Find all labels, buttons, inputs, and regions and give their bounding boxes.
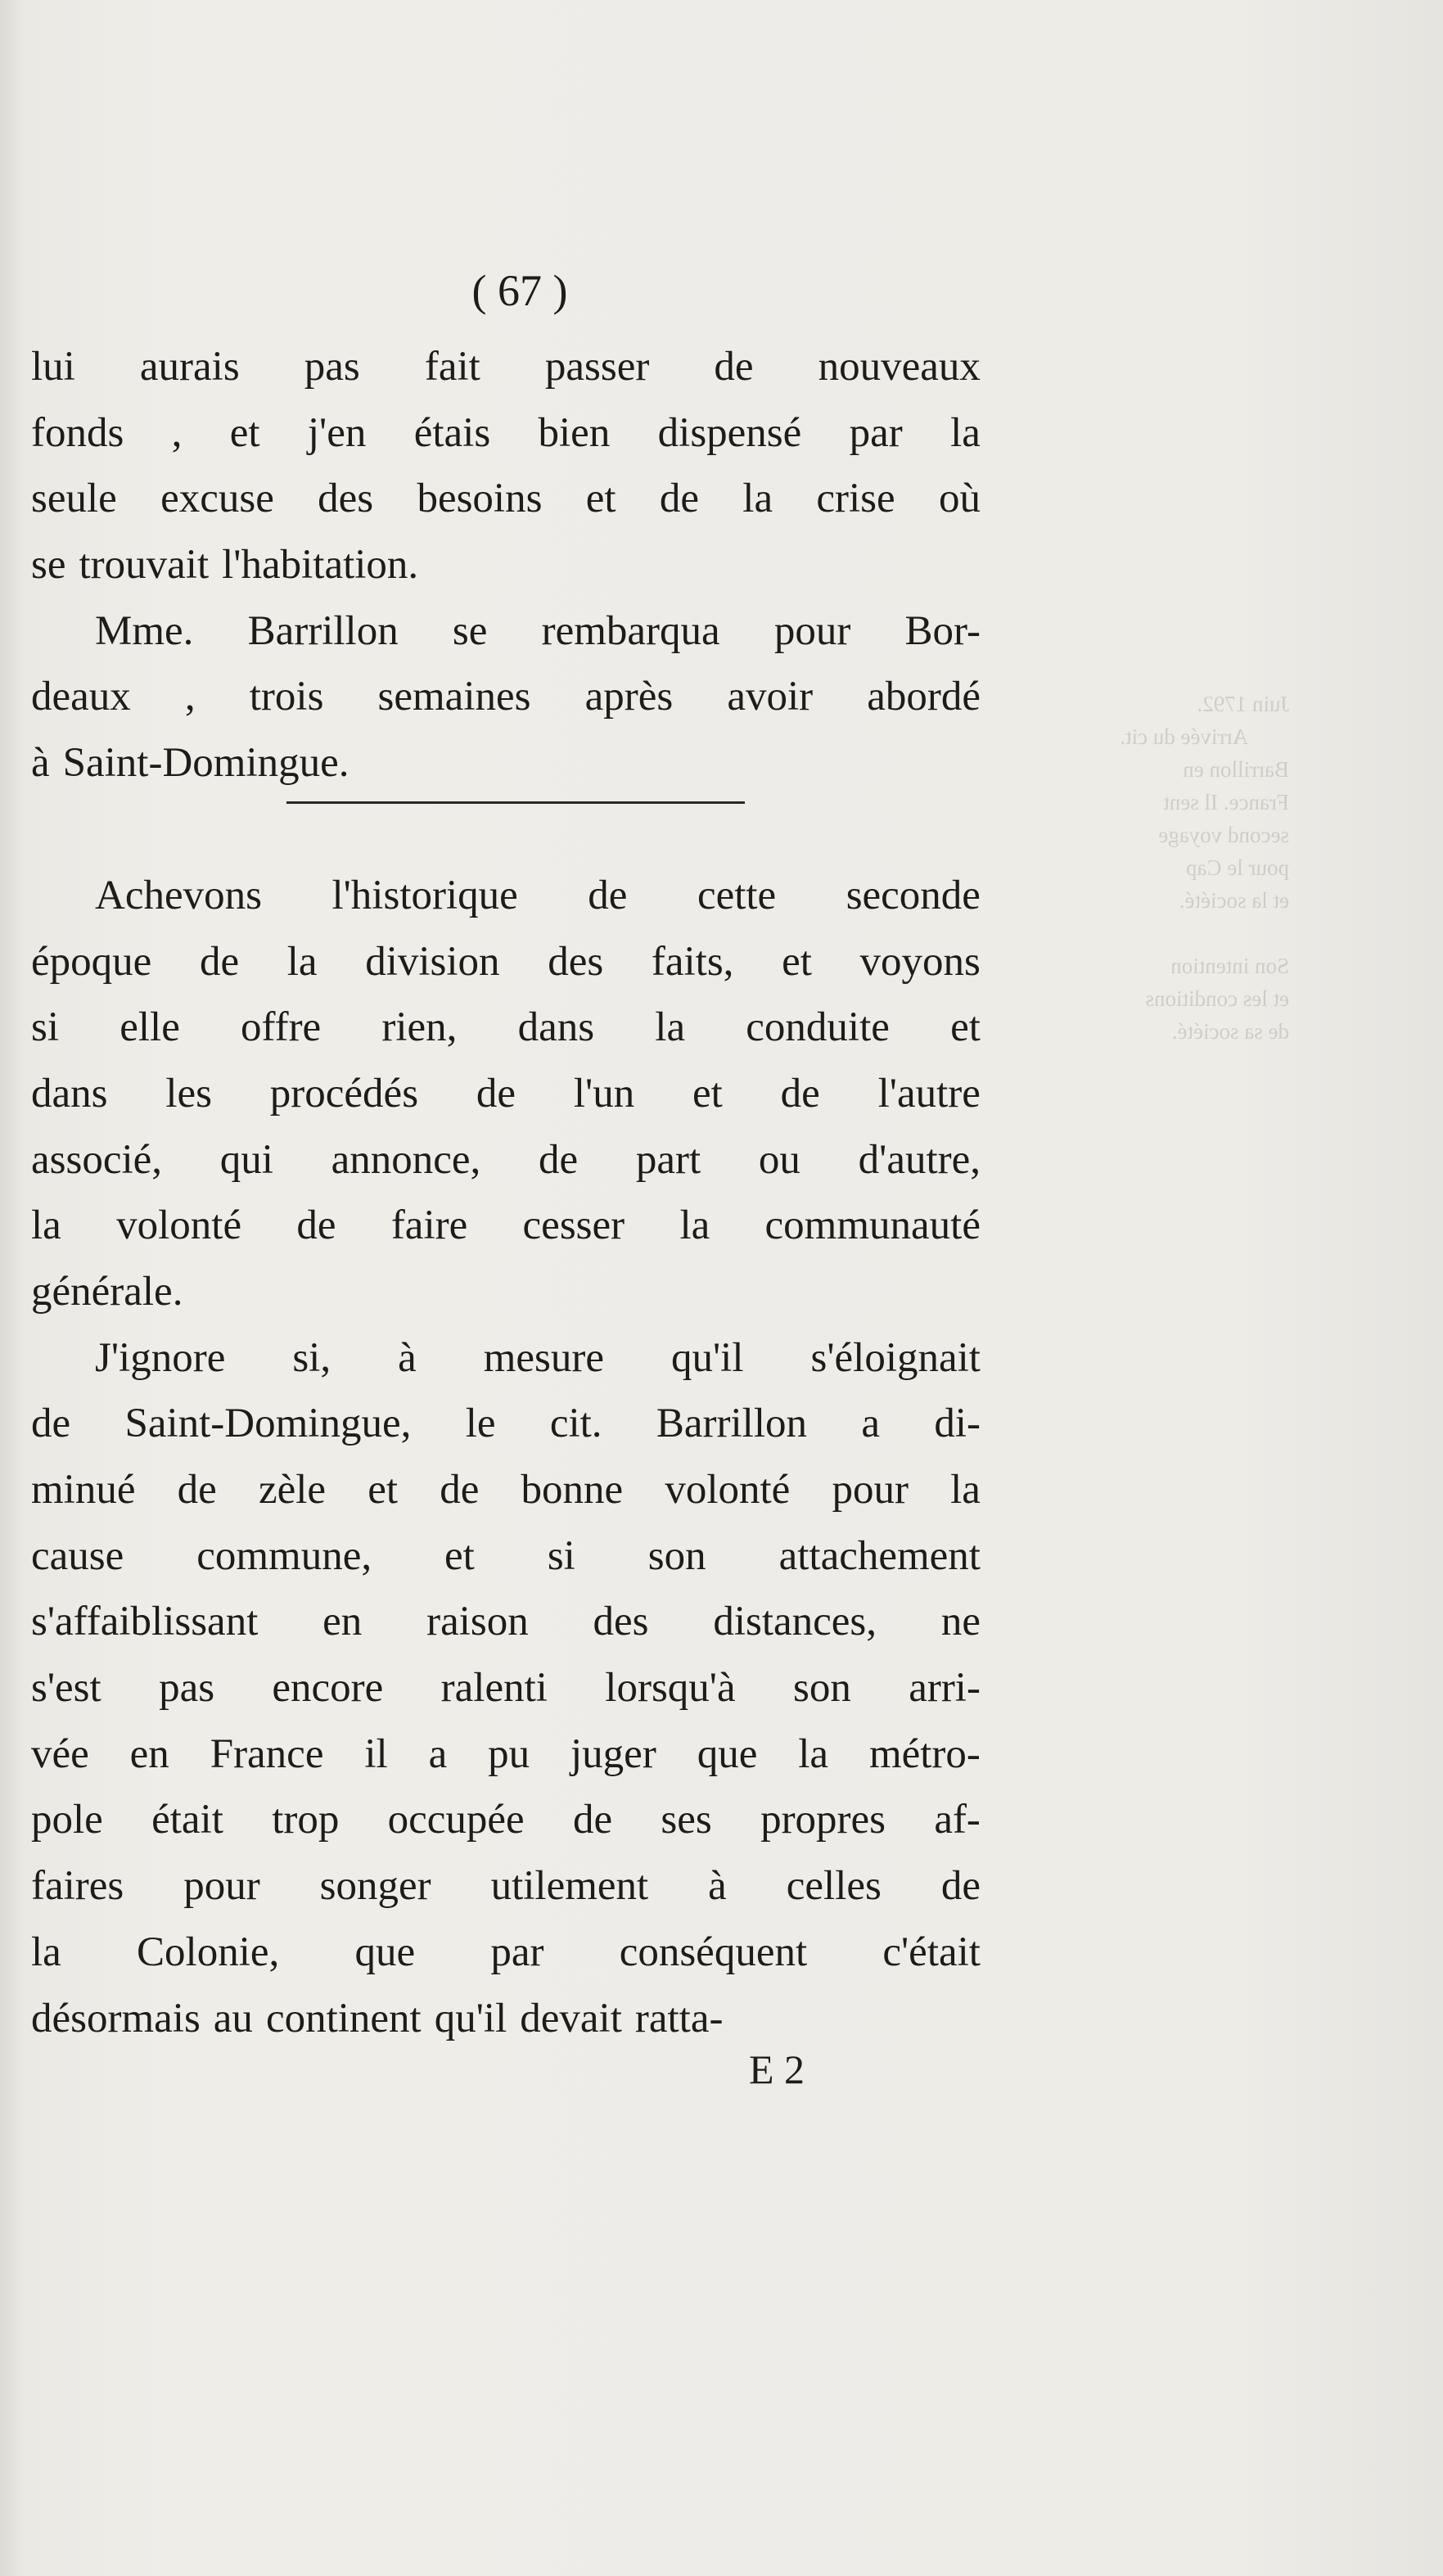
bleed-note-line: Arrivée du cit. <box>1120 724 1248 749</box>
text-line: lui aurais pas fait passer de nouveaux <box>31 344 981 390</box>
text-line: minué de zèle et de bonne volonté pour la <box>31 1467 981 1513</box>
page-number: ( 67 ) <box>471 266 568 315</box>
paragraph <box>31 598 981 796</box>
bleed-note-line: Son intention <box>1170 954 1289 978</box>
text-line: pole était trop occupée de ses propres af- <box>31 1797 981 1843</box>
bleed-note-line: Juin 1792. <box>1197 692 1289 716</box>
text-line: cause commune, et si son attachement <box>31 1532 981 1579</box>
text-line: Mme. Barrillon se rembarqua pour Bor- <box>95 607 981 654</box>
text-line: désormais au continent qu'il devait ratta- <box>31 1995 724 2041</box>
paragraph <box>31 863 981 1325</box>
text-line: faires pour songer utilement à celles de <box>31 1863 981 1910</box>
text-line: la Colonie, que par conséquent c'était <box>31 1929 981 1975</box>
paragraph <box>31 1325 981 2052</box>
text-line: générale. <box>31 1268 183 1315</box>
text-line: associé, qui annonce, de part ou d'autre, <box>31 1136 981 1183</box>
bleed-note-line: et la société. <box>1179 888 1289 913</box>
text-line: s'est pas encore ralenti lorsqu'à son arri- <box>31 1665 981 1712</box>
bleed-note-line: second voyage <box>1158 823 1289 847</box>
bleed-note-line: de sa société. <box>1171 1019 1289 1044</box>
body-text <box>31 334 981 2051</box>
text-line: si elle offre rien, dans la conduite et <box>31 1004 981 1051</box>
text-line: la volonté de faire cesser la communauté <box>31 1202 981 1249</box>
text-line: dans les procédés de l'un et de l'autre <box>31 1070 981 1117</box>
signature-mark: E 2 <box>749 2046 805 2092</box>
text-line: vée en France il a pu juger que la métro- <box>31 1730 981 1777</box>
text-line: J'ignore si, à mesure qu'il s'éloignait <box>95 1334 981 1381</box>
text-line: Achevons l'historique de cette seconde <box>95 872 981 918</box>
text-line: s'affaiblissant en raison des distances, ne <box>31 1599 981 1645</box>
text-line: fonds , et j'en étais bien dispensé par la <box>31 409 981 456</box>
bleed-note-line: France. Il sent <box>1163 790 1289 814</box>
text-line: époque de la division des faits, et voyons <box>31 938 981 985</box>
text-line: à Saint-Domingue. <box>31 740 349 787</box>
text-line: se trouvait l'habitation. <box>31 542 419 589</box>
bleed-note-line: et les conditions <box>1145 986 1289 1011</box>
bleed-note-line: pour le Cap <box>1186 855 1289 880</box>
text-line: seule excuse des besoins et de la crise où <box>31 476 981 522</box>
text-line: deaux , trois semaines après avoir abordé <box>31 674 981 720</box>
bleed-through-margin-notes <box>1027 688 1289 1048</box>
paragraph <box>31 334 981 598</box>
bleed-note-line: Barrillon en <box>1183 757 1289 782</box>
text-line: de Saint-Domingue, le cit. Barrillon a di- <box>31 1401 981 1447</box>
section-divider-rule <box>286 801 745 804</box>
